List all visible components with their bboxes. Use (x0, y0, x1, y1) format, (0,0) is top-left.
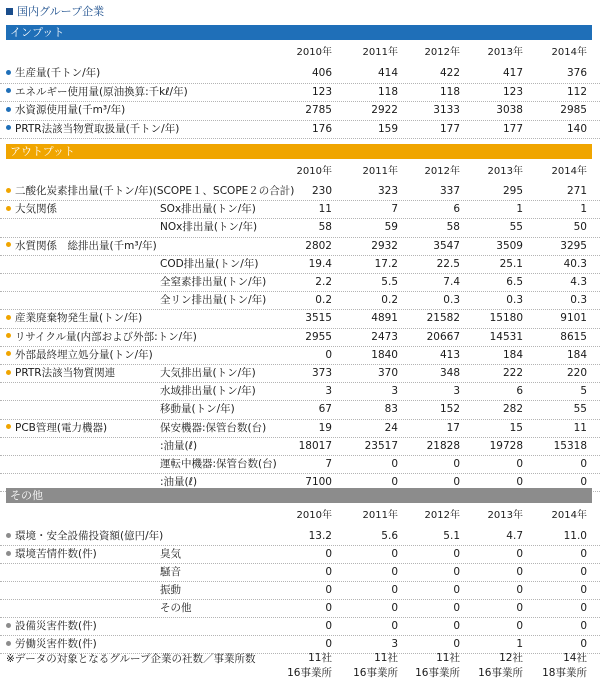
bullet-icon (6, 424, 11, 429)
table-row (0, 382, 600, 401)
table-row (0, 200, 600, 219)
value-cell: 3509 (496, 239, 523, 252)
company-count: 12社 (499, 652, 523, 664)
year-header: 2013年 (487, 166, 523, 177)
value-cell: 0 (325, 638, 332, 650)
value-cell: 22.5 (436, 257, 460, 270)
value-cell: 0 (453, 476, 460, 489)
value-cell: 0 (325, 348, 332, 361)
value-cell: 0 (580, 566, 587, 578)
year-header: 2014年 (551, 510, 587, 521)
table-row (0, 182, 600, 201)
value-cell: 373 (311, 367, 332, 379)
row-sublabel: 移動量(トン/年) (160, 403, 235, 416)
value-cell: 413 (439, 348, 460, 361)
bullet-icon (6, 351, 11, 356)
site-count: 16事業所 (287, 667, 332, 679)
table-row (0, 120, 600, 140)
value-cell: 1 (516, 203, 523, 216)
value-cell: 3515 (305, 312, 332, 325)
value-cell: 18017 (298, 439, 332, 452)
value-cell: 0 (453, 620, 460, 632)
value-cell: 220 (566, 367, 587, 379)
value-cell: 2785 (305, 104, 332, 116)
value-cell: 406 (311, 67, 332, 79)
row-label: 水質関係 総排出量(千m³/年) (6, 237, 157, 255)
bullet-icon (6, 370, 11, 375)
value-cell: 0 (580, 638, 587, 650)
value-cell: 0.3 (506, 294, 523, 307)
year-header: 2011年 (362, 166, 398, 177)
value-cell: 348 (439, 367, 460, 379)
value-cell: 0 (391, 548, 398, 560)
year-header: 2010年 (296, 47, 332, 58)
table-row (0, 64, 600, 84)
section-header-other: その他 (6, 488, 592, 503)
row-sublabel: 全リン排出量(トン/年) (160, 294, 267, 307)
value-cell: 0.2 (381, 294, 398, 307)
value-cell: 5.1 (443, 530, 460, 542)
value-cell: 13.2 (308, 530, 332, 542)
site-count: 16事業所 (353, 667, 398, 679)
value-cell: 123 (502, 85, 523, 98)
value-cell: 11 (318, 203, 332, 216)
year-header: 2013年 (487, 47, 523, 58)
value-cell: 4.7 (506, 530, 523, 542)
value-cell: 0 (325, 620, 332, 632)
value-cell: 15 (509, 421, 523, 434)
value-cell: 271 (566, 185, 587, 197)
value-cell: 2932 (371, 239, 398, 252)
value-cell: 14531 (489, 330, 523, 343)
row-label: PRTR法該当物質取扱量(千トン/年) (6, 120, 179, 139)
bullet-icon (6, 551, 11, 556)
table-row (0, 599, 600, 618)
row-sublabel: 臭気 (160, 548, 181, 560)
value-cell: 2985 (560, 104, 587, 116)
year-header: 2012年 (424, 166, 460, 177)
bullet-icon (6, 641, 11, 646)
value-cell: 55 (573, 403, 587, 416)
value-cell: 1840 (371, 348, 398, 361)
row-sublabel: COD排出量(トン/年) (160, 257, 259, 270)
row-label: PCB管理(電力機器) (6, 419, 107, 437)
row-sublabel: NOx排出量(トン/年) (160, 221, 258, 234)
section-header-input: インプット (6, 25, 592, 40)
value-cell: 230 (311, 185, 332, 197)
value-cell: 0 (391, 602, 398, 614)
value-cell: 0.3 (570, 294, 587, 307)
table-row (0, 617, 600, 636)
value-cell: 55 (509, 221, 523, 234)
value-cell: 6 (516, 385, 523, 398)
value-cell: 3547 (433, 239, 460, 252)
value-cell: 0 (325, 566, 332, 578)
value-cell: 2802 (305, 239, 332, 252)
table-row (0, 83, 600, 103)
table-row (0, 563, 600, 582)
site-count: 16事業所 (478, 667, 523, 679)
value-cell: 0 (516, 620, 523, 632)
value-cell: 25.1 (499, 257, 523, 270)
bullet-icon (6, 107, 11, 112)
bullet-icon (6, 533, 11, 538)
value-cell: 0 (580, 602, 587, 614)
table-row (0, 527, 600, 546)
row-label: 設備災害件数(件) (6, 617, 97, 635)
value-cell: 0 (453, 584, 460, 596)
value-cell: 83 (384, 403, 398, 416)
value-cell: 0 (391, 584, 398, 596)
value-cell: 5.6 (381, 530, 398, 542)
site-count: 16事業所 (415, 667, 460, 679)
value-cell: 6 (453, 203, 460, 216)
company-count: 11社 (374, 652, 398, 664)
bullet-icon (6, 206, 11, 211)
bullet-icon (6, 188, 11, 193)
value-cell: 140 (566, 122, 587, 135)
row-sublabel: 騒音 (160, 566, 181, 578)
value-cell: 3 (325, 385, 332, 398)
bullet-icon (6, 88, 11, 93)
square-icon (6, 8, 13, 15)
section-header-output: アウトプット (6, 144, 592, 159)
row-label: リサイクル量(内部および外部:トン/年) (6, 328, 197, 346)
value-cell: 184 (566, 348, 587, 361)
value-cell: 118 (439, 85, 460, 98)
value-cell: 376 (566, 67, 587, 79)
year-header: 2011年 (362, 47, 398, 58)
table-row (0, 419, 600, 438)
table-row (0, 273, 600, 292)
bullet-icon (6, 623, 11, 628)
year-header: 2010年 (296, 166, 332, 177)
value-cell: 50 (573, 221, 587, 234)
bullet-icon (6, 242, 11, 247)
value-cell: 23517 (364, 439, 398, 452)
row-sublabel: :油量(ℓ) (160, 439, 198, 452)
row-label: 環境苦情件数(件) (6, 545, 97, 563)
value-cell: 0 (453, 602, 460, 614)
value-cell: 0 (453, 566, 460, 578)
value-cell: 5 (580, 385, 587, 398)
footnote: ※データの対象となるグループ企業の社数／事業所数 (6, 653, 256, 665)
row-sublabel: 振動 (160, 584, 181, 596)
table-row (0, 291, 600, 310)
value-cell: 177 (439, 122, 460, 135)
table-row (0, 328, 600, 347)
table-row (0, 545, 600, 564)
value-cell: 40.3 (563, 257, 587, 270)
row-sublabel: 運転中機器:保管台数(台) (160, 458, 277, 470)
value-cell: 7 (325, 458, 332, 470)
value-cell: 15318 (553, 439, 587, 452)
value-cell: 0 (391, 476, 398, 489)
value-cell: 17.2 (374, 257, 398, 270)
value-cell: 0 (453, 458, 460, 470)
value-cell: 6.5 (506, 276, 523, 288)
bullet-icon (6, 315, 11, 320)
value-cell: 152 (439, 403, 460, 416)
year-header-row (0, 508, 600, 524)
value-cell: 0 (391, 458, 398, 470)
value-cell: 2955 (305, 330, 332, 343)
value-cell: 3133 (433, 104, 460, 116)
value-cell: 3038 (496, 104, 523, 116)
table-row (0, 101, 600, 121)
value-cell: 295 (502, 185, 523, 197)
value-cell: 4891 (371, 312, 398, 325)
value-cell: 112 (566, 85, 587, 98)
value-cell: 0 (516, 584, 523, 596)
row-label: 環境・安全設備投資額(億円/年) (6, 527, 163, 545)
value-cell: 1 (580, 203, 587, 216)
value-cell: 17 (446, 421, 460, 434)
value-cell: 2.2 (315, 276, 332, 288)
value-cell: 3295 (560, 239, 587, 252)
value-cell: 0 (580, 476, 587, 489)
row-label: 水資源使用量(千m³/年) (6, 101, 125, 120)
year-header-row (0, 164, 600, 180)
company-count: 11社 (436, 652, 460, 664)
table-row (0, 346, 600, 365)
value-cell: 0 (516, 566, 523, 578)
value-cell: 0 (391, 566, 398, 578)
row-sublabel: SOx排出量(トン/年) (160, 203, 256, 216)
value-cell: 323 (377, 185, 398, 197)
year-header: 2012年 (424, 510, 460, 521)
value-cell: 370 (377, 367, 398, 379)
value-cell: 3 (391, 638, 398, 650)
value-cell: 20667 (426, 330, 460, 343)
value-cell: 0 (580, 458, 587, 470)
value-cell: 21828 (426, 439, 460, 452)
row-label: 生産量(千トン/年) (6, 64, 100, 83)
value-cell: 7100 (305, 476, 332, 489)
value-cell: 176 (311, 122, 332, 135)
value-cell: 0 (325, 584, 332, 596)
value-cell: 0 (580, 584, 587, 596)
value-cell: 24 (384, 421, 398, 434)
value-cell: 414 (377, 67, 398, 79)
value-cell: 0 (391, 620, 398, 632)
company-count: 11社 (308, 652, 332, 664)
value-cell: 0 (325, 602, 332, 614)
row-sublabel: 大気排出量(トン/年) (160, 367, 256, 379)
table-row (0, 309, 600, 328)
value-cell: 0 (453, 638, 460, 650)
value-cell: 58 (318, 221, 332, 234)
bullet-icon (6, 70, 11, 75)
row-label: 外部最終埋立処分量(トン/年) (6, 346, 153, 364)
row-label: エネルギー使用量(原油換算:千kℓ/年) (6, 83, 188, 102)
value-cell: 2922 (371, 104, 398, 116)
value-cell: 2473 (371, 330, 398, 343)
row-sublabel: その他 (160, 602, 192, 614)
row-label: 労働災害件数(件) (6, 635, 97, 653)
value-cell: 67 (318, 403, 332, 416)
row-label: PRTR法該当物質関連 (6, 364, 115, 382)
year-header: 2012年 (424, 47, 460, 58)
value-cell: 118 (377, 85, 398, 98)
table-row (0, 437, 600, 456)
table-row (0, 255, 600, 274)
value-cell: 0.3 (443, 294, 460, 307)
value-cell: 0 (580, 548, 587, 560)
row-label: 産業廃棄物発生量(トン/年) (6, 309, 142, 327)
value-cell: 177 (502, 122, 523, 135)
bullet-icon (6, 125, 11, 130)
row-label: 二酸化炭素排出量(千トン/年)(SCOPE１、SCOPE２の合計) (6, 182, 294, 200)
value-cell: 184 (502, 348, 523, 361)
value-cell: 58 (446, 221, 460, 234)
value-cell: 19 (318, 421, 332, 434)
value-cell: 0 (453, 548, 460, 560)
value-cell: 21582 (426, 312, 460, 325)
row-label: 大気関係 (6, 200, 57, 218)
value-cell: 0 (516, 476, 523, 489)
year-header: 2014年 (551, 166, 587, 177)
page-title: 国内グループ企業 (6, 4, 104, 20)
year-header: 2014年 (551, 47, 587, 58)
value-cell: 7.4 (443, 276, 460, 288)
value-cell: 3 (453, 385, 460, 398)
year-header: 2011年 (362, 510, 398, 521)
value-cell: 0 (580, 620, 587, 632)
value-cell: 8615 (560, 330, 587, 343)
value-cell: 0 (516, 602, 523, 614)
bullet-icon (6, 333, 11, 338)
value-cell: 11 (573, 421, 587, 434)
value-cell: 15180 (489, 312, 523, 325)
value-cell: 422 (439, 67, 460, 79)
value-cell: 5.5 (381, 276, 398, 288)
value-cell: 0 (325, 548, 332, 560)
value-cell: 123 (311, 85, 332, 98)
table-row (0, 400, 600, 419)
year-header-row (0, 45, 600, 61)
value-cell: 11.0 (563, 530, 587, 542)
value-cell: 0.2 (315, 294, 332, 307)
value-cell: 9101 (560, 312, 587, 325)
table-row (0, 237, 600, 256)
value-cell: 1 (516, 638, 523, 650)
row-sublabel: 保安機器:保管台数(台) (160, 421, 267, 434)
table-row (0, 218, 600, 237)
site-count: 18事業所 (542, 667, 587, 679)
row-sublabel: 水域排出量(トン/年) (160, 385, 256, 398)
value-cell: 59 (384, 221, 398, 234)
value-cell: 4.3 (570, 276, 587, 288)
table-row (0, 455, 600, 474)
value-cell: 159 (377, 122, 398, 135)
row-sublabel: 全窒素排出量(トン/年) (160, 276, 267, 288)
value-cell: 7 (391, 203, 398, 216)
table-row (0, 581, 600, 600)
value-cell: 0 (516, 548, 523, 560)
company-count: 14社 (563, 652, 587, 664)
table-row (0, 364, 600, 383)
value-cell: 19728 (489, 439, 523, 452)
year-header: 2013年 (487, 510, 523, 521)
value-cell: 282 (502, 403, 523, 416)
value-cell: 337 (439, 185, 460, 197)
value-cell: 417 (502, 67, 523, 79)
value-cell: 19.4 (308, 257, 332, 270)
year-header: 2010年 (296, 510, 332, 521)
row-sublabel: :油量(ℓ) (160, 476, 198, 489)
value-cell: 222 (502, 367, 523, 379)
value-cell: 0 (516, 458, 523, 470)
value-cell: 3 (391, 385, 398, 398)
